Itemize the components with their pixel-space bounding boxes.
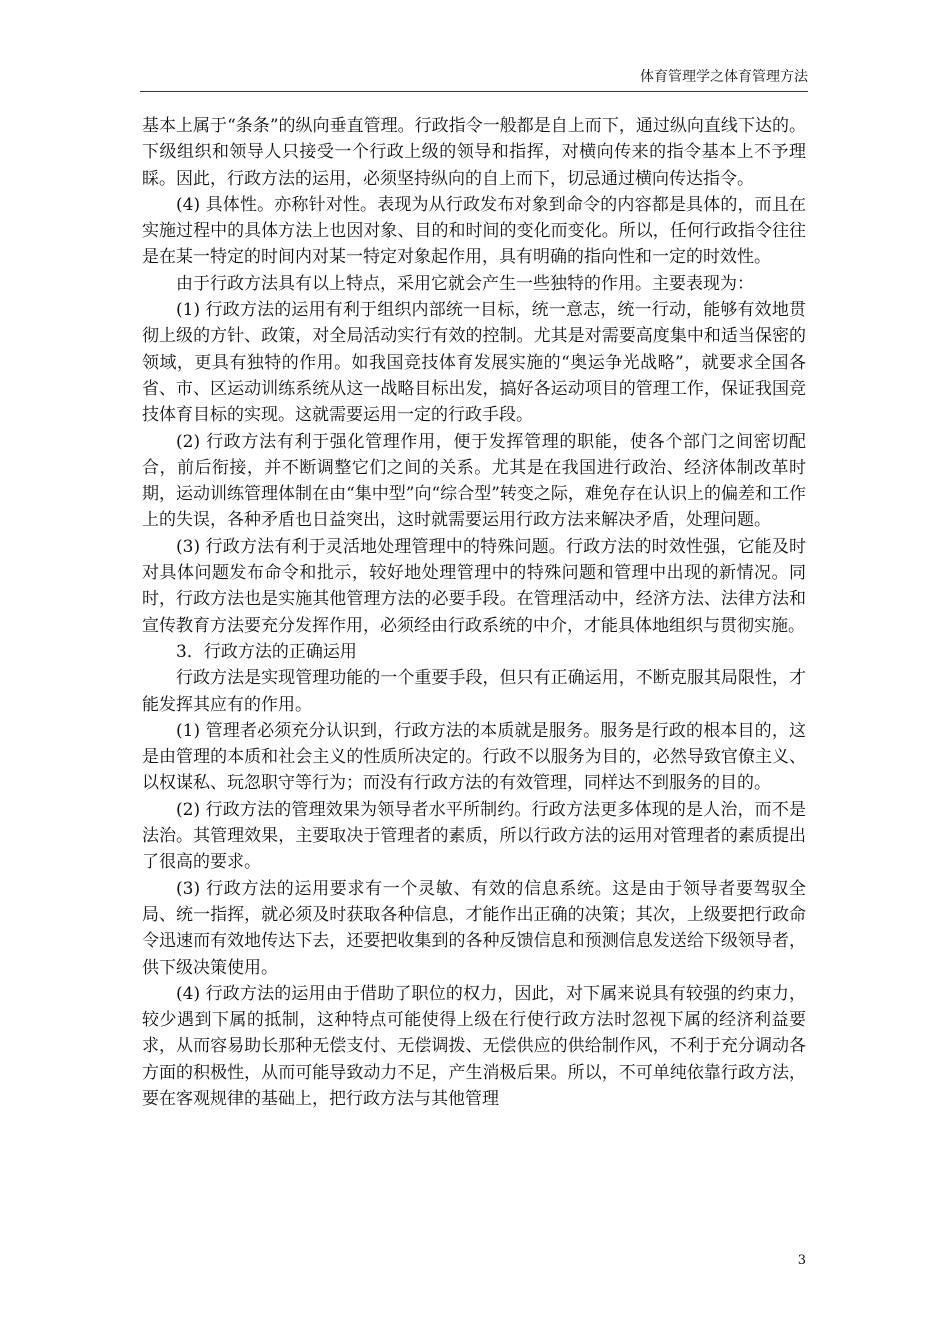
paragraph: (2) 行政方法有利于强化管理作用，便于发挥管理的职能，使各个部门之间密切配合，前后衔接，并不断调整它们之间的关系。尤其是在我国进行政治、经济体制改革时期，运动训练管理体制在由“集中型”向“综合型”转变之际，难免存在认识上的偏差和工作上的失误，各种矛盾也日益突出，这时就需要运用行政方法来解决矛盾，处理问题。 xyxy=(142,431,806,531)
paragraph: 行政方法是实现管理功能的一个重要手段，但只有正确运用，不断克服其局限性，才能发挥其应有的作用。 xyxy=(142,668,806,715)
page-number: 3 xyxy=(797,1253,806,1268)
paragraph: (3) 行政方法的运用要求有一个灵敏、有效的信息系统。这是由于领导者要驾驭全局、统一指挥，就必须及时获取各种信息，才能作出正确的决策；其次，上级要把行政命令迅速而有效地传达下去，还要把收集到的各种反馈信息和预测信息发送给下级领导者，供下级决策使用。 xyxy=(142,878,806,978)
section-heading: 3．行政方法的正确运用 xyxy=(176,641,357,662)
running-header: 体育管理学之体育管理方法 xyxy=(640,69,808,85)
page-body xyxy=(142,113,806,1112)
paragraph: 基本上属于“条条”的纵向垂直管理。行政指令一般都是自上而下，通过纵向直线下达的。下级组织和领导人只接受一个行政上级的领导和指挥，对横向传来的指令基本上不予理睬。因此，行政方法的运用，必须坚持纵向的自上而下，切忌通过横向传达指令。 xyxy=(142,116,806,189)
paragraph: (1) 行政方法的运用有利于组织内部统一目标，统一意志，统一行动，能够有效地贯彻上级的方针、政策，对全局活动实行有效的控制。尤其是对需要高度集中和适当保密的领域，更具有独特的作用。如我国竞技体育发展实施的“奥运争光战略”，就要求全国各省、市、区运动训练系统从这一战略目标出发，搞好各运动项目的管理工作，保证我国竞技体育目标的实现。这就需要运用一定的行政手段。 xyxy=(142,300,806,426)
paragraph: (1) 管理者必须充分认识到，行政方法的本质就是服务。服务是行政的根本目的，这是由管理的本质和社会主义的性质所决定的。行政不以服务为目的，必然导致官僚主义、以权谋私、玩忽职守等行为；而没有行政方法的有效管理，同样达不到服务的目的。 xyxy=(142,720,806,794)
paragraph: 由于行政方法具有以上特点，采用它就会产生一些独特的作用。主要表现为： xyxy=(176,273,754,294)
paragraph: (2) 行政方法的管理效果为领导者水平所制约。行政方法更多体现的是人治，而不是法治。其管理效果，主要取决于管理者的素质，所以行政方法的运用对管理者的素质提出了很高的要求。 xyxy=(142,799,806,873)
paragraph: (4) 具体性。亦称针对性。表现为从行政发布对象到命令的内容都是具体的，而且在实施过程中的具体方法上也因对象、目的和时间的变化而变化。所以，任何行政指令往往是在某一特定的时间内对某一特定对象起作用，具有明确的指向性和一定的时效性。 xyxy=(142,194,806,268)
header-rule xyxy=(140,91,808,92)
paragraph: (4) 行政方法的运用由于借助了职位的权力，因此，对下属来说具有较强的约束力，较少遇到下属的抵制，这种特点可能使得上级在行使行政方法时忽视下属的经济利益要求，从而容易助长那种无偿支付、无偿调拨、无偿供应的供给制作风，不利于充分调动各方面的积极性，从而可能导致动力不足，产生消极后果。所以，不可单纯依靠行政方法，要在客观规律的基础上，把行政方法与其他管理 xyxy=(142,983,806,1109)
paragraph: (3) 行政方法有利于灵活地处理管理中的特殊问题。行政方法的时效性强，它能及时对具体问题发布命令和批示，较好地处理管理中的特殊问题和管理中出现的新情况。同时，行政方法也是实施其他管理方法的必要手段。在管理活动中，经济方法、法律方法和宣传教育方法要充分发挥作用，必须经由行政系统的中介，才能具体地组织与贯彻实施。 xyxy=(142,536,806,636)
